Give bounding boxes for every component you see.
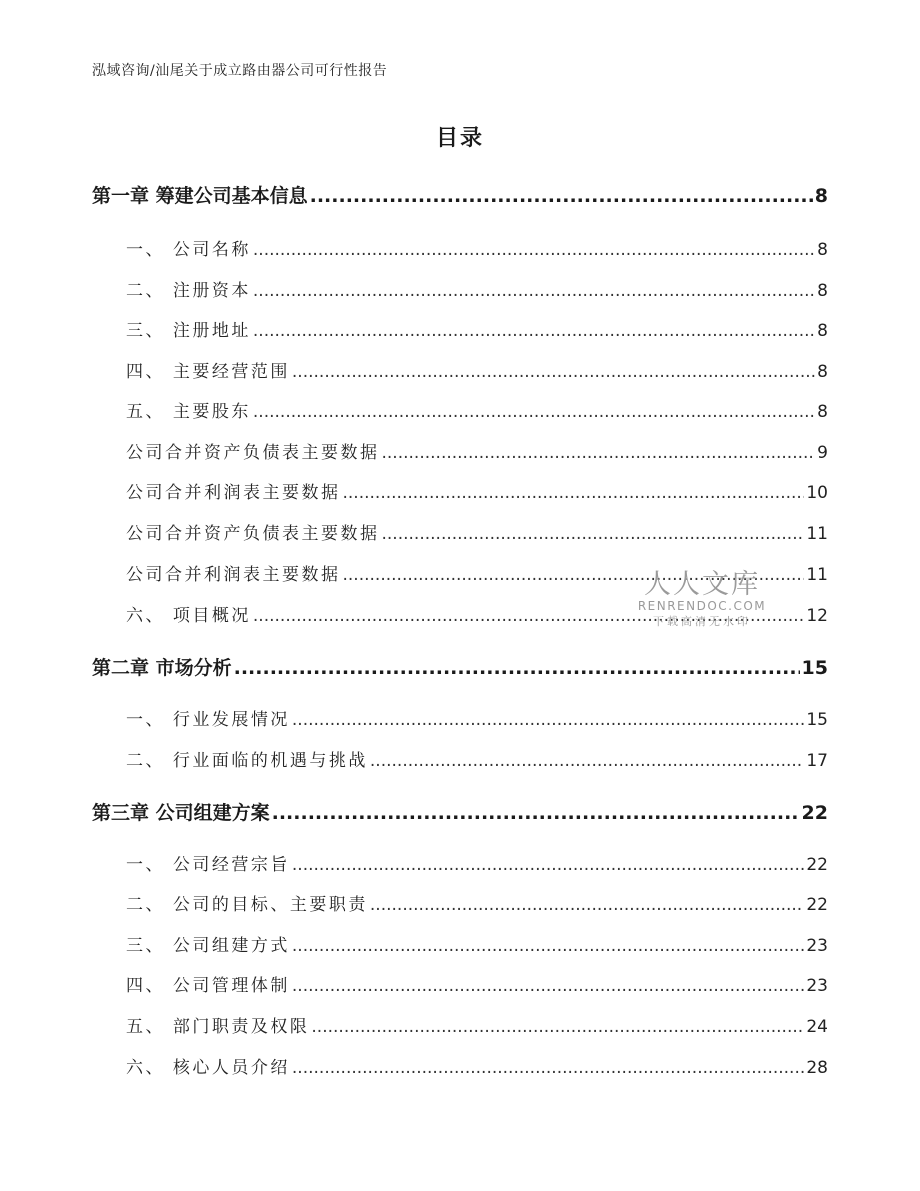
- watermark-url: RENRENDOC.COM: [637, 599, 767, 613]
- toc-entry-label: 五、 部门职责及权限: [126, 1017, 310, 1037]
- toc-leader: [253, 240, 815, 260]
- toc-page-number: 23: [806, 976, 828, 996]
- toc-entry-label: 六、 核心人员介绍: [126, 1058, 290, 1078]
- toc-page-number: 11: [806, 524, 828, 544]
- toc-entry[interactable]: [126, 235, 828, 260]
- toc-chapter-label: 第一章 筹建公司基本信息: [92, 185, 308, 207]
- toc-entry[interactable]: [126, 276, 828, 301]
- toc-chapter-3[interactable]: [92, 798, 828, 825]
- toc-entry-label: 四、 主要经营范围: [126, 362, 290, 382]
- toc-entry-label: 四、 公司管理体制: [126, 976, 290, 996]
- running-header: 泓域咨询/汕尾关于成立路由器公司可行性报告: [92, 63, 388, 79]
- toc-entry[interactable]: [126, 519, 828, 544]
- toc-leader: [310, 185, 813, 207]
- toc-entry-label: 公司合并资产负债表主要数据: [126, 443, 380, 463]
- toc-entry[interactable]: [126, 931, 828, 956]
- toc-page-number: 10: [806, 483, 828, 503]
- toc-chapter-label: 第二章 市场分析: [92, 657, 232, 679]
- toc-entry-label: 二、 行业面临的机遇与挑战: [126, 751, 368, 771]
- toc-entry[interactable]: [126, 601, 828, 626]
- toc-leader: [272, 802, 800, 824]
- toc-page-number: 8: [817, 402, 828, 422]
- toc-entry-label: 五、 主要股东: [126, 402, 251, 422]
- toc-entry[interactable]: [126, 705, 828, 730]
- toc-leader: [292, 362, 815, 382]
- toc-chapter-label: 第三章 公司组建方案: [92, 802, 270, 824]
- toc-entry[interactable]: [126, 890, 828, 915]
- watermark-tagline: 下载高清无水印: [653, 615, 751, 628]
- toc-page-number: 11: [806, 565, 828, 585]
- toc-leader: [370, 895, 804, 915]
- toc-entry-label: 公司合并利润表主要数据: [126, 483, 341, 503]
- toc-entry-label: 二、 注册资本: [126, 281, 251, 301]
- toc-entry[interactable]: [126, 746, 828, 771]
- toc-leader: [382, 524, 805, 544]
- toc-leader: [253, 606, 804, 626]
- toc-page-number: 15: [801, 657, 828, 679]
- toc-entry-label: 一、 公司名称: [126, 240, 251, 260]
- toc-entry-label: 二、 公司的目标、主要职责: [126, 895, 368, 915]
- toc-entry-label: 公司合并利润表主要数据: [126, 565, 341, 585]
- toc-page-number: 17: [806, 751, 828, 771]
- toc-page-number: 8: [817, 240, 828, 260]
- toc-entry[interactable]: [126, 560, 828, 585]
- toc-entry[interactable]: [126, 1012, 828, 1037]
- toc-page-number: 22: [806, 855, 828, 875]
- toc-page-number: 8: [817, 362, 828, 382]
- toc-entry-label: 三、 公司组建方式: [126, 936, 290, 956]
- toc-leader: [382, 443, 816, 463]
- toc-leader: [234, 657, 800, 679]
- toc-leader: [253, 321, 815, 341]
- toc-leader: [292, 976, 804, 996]
- toc-page-number: 8: [814, 185, 828, 207]
- toc-entry[interactable]: [126, 316, 828, 341]
- toc-page-number: 24: [806, 1017, 828, 1037]
- toc-page-number: 28: [806, 1058, 828, 1078]
- toc-page-number: 15: [806, 710, 828, 730]
- toc-chapter-2[interactable]: [92, 653, 828, 680]
- toc-page-number: 9: [817, 443, 828, 463]
- toc-page-number: 22: [801, 802, 828, 824]
- toc-leader: [292, 1058, 804, 1078]
- toc-leader: [370, 751, 804, 771]
- toc-leader: [343, 565, 805, 585]
- toc-leader: [292, 855, 804, 875]
- page-title: 目录: [435, 126, 484, 151]
- toc-leader: [253, 402, 815, 422]
- toc-leader: [292, 936, 804, 956]
- toc-entry[interactable]: [126, 971, 828, 996]
- toc-page-number: 8: [817, 321, 828, 341]
- watermark-logo-text: 人人文库: [644, 569, 760, 600]
- toc-entry[interactable]: [126, 357, 828, 382]
- toc-entry[interactable]: [126, 478, 828, 503]
- toc-entry-label: 公司合并资产负债表主要数据: [126, 524, 380, 544]
- toc-leader: [343, 483, 805, 503]
- toc-page-number: 22: [806, 895, 828, 915]
- toc-entry-label: 六、 项目概况: [126, 606, 251, 626]
- toc-page-number: 8: [817, 281, 828, 301]
- toc-entry[interactable]: [126, 850, 828, 875]
- toc-entry[interactable]: [126, 397, 828, 422]
- toc-entry[interactable]: [126, 438, 828, 463]
- toc-entry-label: 一、 行业发展情况: [126, 710, 290, 730]
- toc-entry-label: 一、 公司经营宗旨: [126, 855, 290, 875]
- toc-page-number: 23: [806, 936, 828, 956]
- toc-leader: [292, 710, 804, 730]
- toc-entry-label: 三、 注册地址: [126, 321, 251, 341]
- toc-leader: [253, 281, 815, 301]
- toc-leader: [311, 1017, 804, 1037]
- toc-chapter-1[interactable]: [92, 181, 828, 208]
- toc-page-number: 12: [806, 606, 828, 626]
- toc-entry[interactable]: [126, 1053, 828, 1078]
